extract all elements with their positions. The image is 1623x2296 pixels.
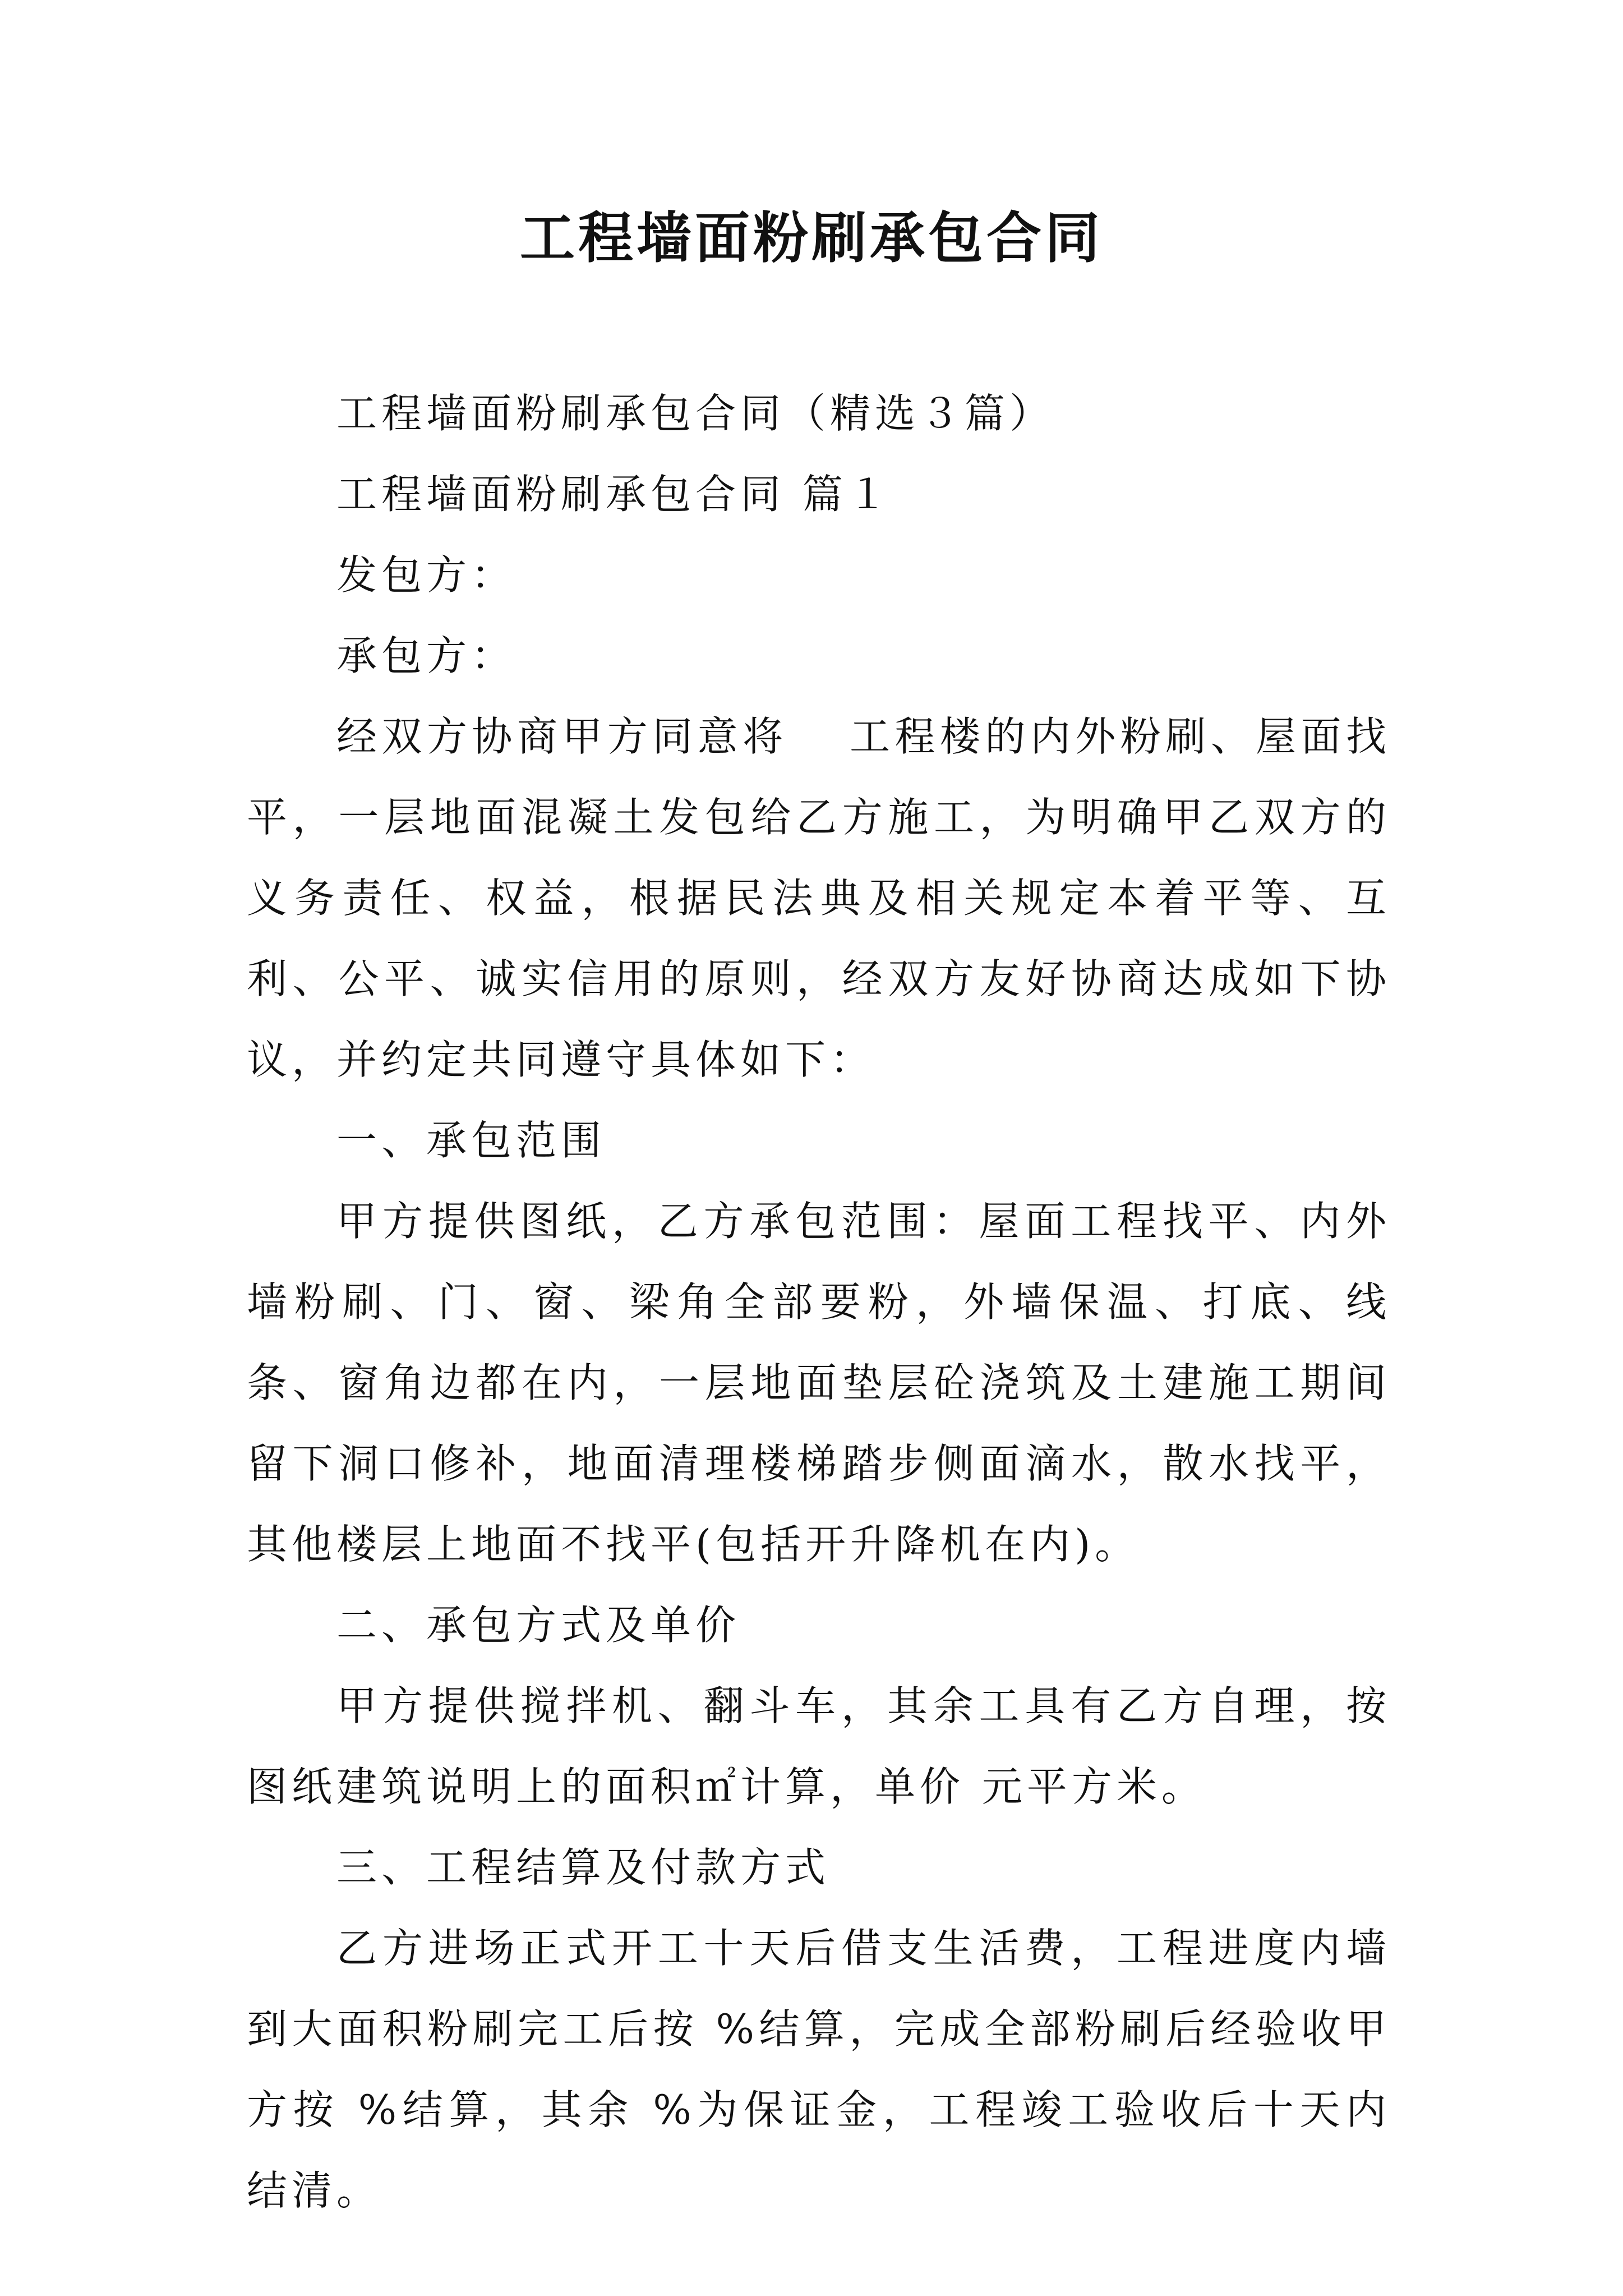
method-price-paragraph: 甲方提供搅拌机、翻斗车，其余工具有乙方自理，按图纸建筑说明上的面积㎡计算，单价 元平方米。 xyxy=(247,1682,1391,1810)
party-b-line: 承包方： xyxy=(336,632,517,679)
document-body xyxy=(247,373,1391,2231)
section-heading-scope: 一、承包范围 xyxy=(336,1117,606,1164)
section-heading-method-price: 二、承包方式及单价 xyxy=(336,1602,741,1649)
intro-paragraph xyxy=(247,696,1391,1100)
collection-title: 工程墙面粉刷承包合同（精选３篇） xyxy=(336,390,1055,437)
intro-text-rest: 工程楼的内外粉刷、屋面找平，一层地面混凝土发包给乙方施工，为明确甲乙双方的义务责任、权益，根据民法典及相关规定本着平等、互利、公平、诚实信用的原则，经双方友好协商达成如下协议，并约定共同遵守具体如下： xyxy=(247,713,1391,1083)
party-a-line: 发包方： xyxy=(336,551,517,599)
section-heading-settlement: 三、工程结算及付款方式 xyxy=(336,1844,831,1891)
settlement-paragraph: 乙方进场正式开工十天后借支生活费，工程进度内墙到大面积粉刷完工后按 %结算，完成全部粉刷后经验收甲方按 %结算，其余 %为保证金，工程竣工验收后十天内结清。 xyxy=(247,1925,1391,2214)
article-heading: 工程墙面粉刷承包合同 篇１ xyxy=(336,471,892,518)
intro-text-start: 经双方协商甲方同意将 xyxy=(336,713,788,760)
scope-paragraph: 甲方提供图纸，乙方承包范围：屋面工程找平、内外墙粉刷、门、窗、梁角全部要粉，外墙保温、打底、线条、窗角边都在内，一层地面垫层砼浇筑及土建施工期间留下洞口修补，地面清理楼梯踏步侧面滴水，散水找平，其他楼层上地面不找平(包括开升降机在内)。 xyxy=(247,1198,1391,1568)
document-title: 工程墙面粉刷承包合同 xyxy=(519,206,1103,270)
